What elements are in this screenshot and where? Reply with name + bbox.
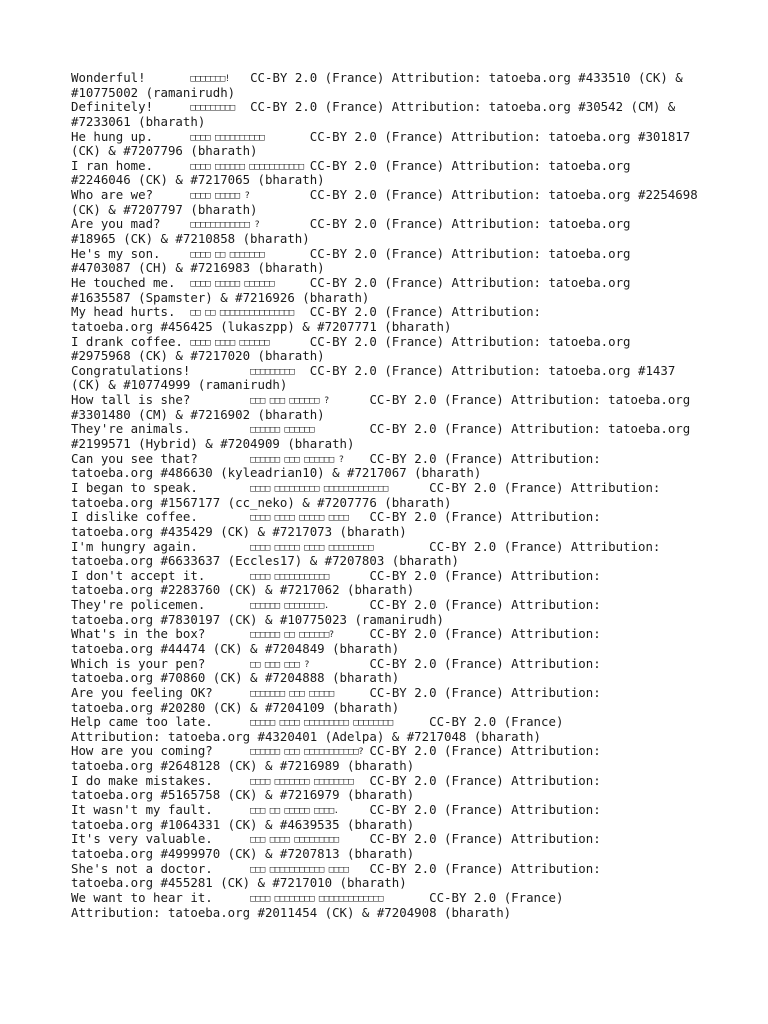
- entry-line-continuation: [71, 554, 701, 569]
- attribution-continuation: tatoeba.org #44474 (CK) & #7204849 (bharath): [71, 641, 400, 656]
- entry-line-continuation: [71, 115, 701, 130]
- english-sentence: I don't accept it.: [71, 568, 206, 583]
- entry-line-primary: [71, 422, 701, 437]
- english-sentence: It's very valuable.: [71, 832, 213, 847]
- attribution-text: CC-BY 2.0 (France) Attribution:: [369, 598, 601, 613]
- translated-sentence: □□□□ □□□□□ □□□□ □□□□□□□□□: [250, 542, 374, 553]
- entry-line-primary: [71, 891, 701, 906]
- entry-line-continuation: [71, 437, 701, 452]
- attribution-text: CC-BY 2.0 (France) Attribution:: [369, 773, 601, 788]
- attribution-text: CC-BY 2.0 (France) Attribution: tatoeba.org: [369, 393, 691, 408]
- entry-line-continuation: [71, 496, 701, 511]
- translated-sentence: □□□□□□ □□□ □□□□□□□□□□□?: [250, 747, 364, 758]
- entry-line-continuation: [71, 642, 701, 657]
- attribution-continuation: (CK) & #7207796 (bharath): [71, 144, 258, 159]
- attribution-text: CC-BY 2.0 (France) Attribution:: [369, 656, 601, 671]
- translated-sentence: □□ □□□ □□□ ?: [250, 659, 310, 670]
- entry-line-continuation: [71, 613, 701, 628]
- attribution-text: CC-BY 2.0 (France): [429, 715, 564, 730]
- entry-line-primary: [71, 510, 701, 525]
- english-sentence: Are you feeling OK?: [71, 685, 213, 700]
- english-sentence: How tall is she?: [71, 393, 191, 408]
- translated-sentence: □□□□□□□□□: [190, 103, 235, 114]
- entry-line-continuation: [71, 232, 701, 247]
- attribution-continuation: tatoeba.org #70860 (CK) & #7204888 (bharath): [71, 671, 400, 686]
- translated-sentence: □□□□ □□□□□□ □□□□□□□□□□□: [190, 161, 304, 172]
- attribution-continuation: tatoeba.org #5165758 (CK) & #7216979 (bharath): [71, 788, 415, 803]
- attribution-text: CC-BY 2.0 (France): [429, 890, 564, 905]
- translated-sentence: □□□□ □□□□□□□□□□□: [250, 571, 329, 582]
- english-sentence: They're policemen.: [71, 598, 206, 613]
- entry-line-primary: [71, 598, 701, 613]
- translated-sentence: □□□□□□ □□□ □□□□□□ ?: [250, 454, 344, 465]
- english-sentence: I began to speak.: [71, 480, 198, 495]
- entry-line-primary: [71, 276, 701, 291]
- attribution-continuation: tatoeba.org #7830197 (CK) & #10775023 (ramanirudh): [71, 612, 444, 627]
- english-sentence: She's not a doctor.: [71, 861, 213, 876]
- english-sentence: Are you mad?: [71, 217, 161, 232]
- entry-line-primary: [71, 393, 701, 408]
- english-sentence: I dislike coffee.: [71, 510, 198, 525]
- entry-line-primary: [71, 130, 701, 145]
- attribution-text: CC-BY 2.0 (France) Attribution: tatoeba.org: [369, 422, 691, 437]
- translated-sentence: □□□□ □□□□□□□ □□□□□□□□: [250, 776, 354, 787]
- attribution-text: CC-BY 2.0 (France) Attribution: tatoeba.org #2254698: [309, 188, 698, 203]
- translated-sentence: □□□□ □□□□ □□□□□ □□□□: [250, 513, 349, 524]
- attribution-continuation: #4703087 (CH) & #7216983 (bharath): [71, 261, 325, 276]
- attribution-text: CC-BY 2.0 (France) Attribution: tatoeba.org #301817: [309, 129, 691, 144]
- attribution-continuation: Attribution: tatoeba.org #4320401 (Adelpa) & #7217048 (bharath): [71, 729, 541, 744]
- entry-line-primary: [71, 657, 701, 672]
- entry-line-primary: [71, 217, 701, 232]
- english-sentence: Congratulations!: [71, 363, 191, 378]
- translated-sentence: □□□□□□ □□□□□□: [250, 425, 315, 436]
- attribution-continuation: tatoeba.org #20280 (CK) & #7204109 (bharath): [71, 700, 400, 715]
- attribution-continuation: #18965 (CK) & #7210858 (bharath): [71, 232, 310, 247]
- entry-line-primary: [71, 159, 701, 174]
- entry-line-continuation: [71, 671, 701, 686]
- english-sentence: I drank coffee.: [71, 334, 183, 349]
- attribution-continuation: (CK) & #10774999 (ramanirudh): [71, 378, 288, 393]
- english-sentence: I do make mistakes.: [71, 773, 213, 788]
- translated-sentence: □□□□ □□□□□□□□□□: [190, 132, 265, 143]
- entry-line-continuation: [71, 408, 701, 423]
- attribution-text: CC-BY 2.0 (France) Attribution:: [369, 861, 601, 876]
- attribution-continuation: (CK) & #7207797 (bharath): [71, 202, 258, 217]
- translated-sentence: □□ □□ □□□□□□□□□□□□□□□: [190, 308, 294, 319]
- entry-line-primary: [71, 305, 701, 320]
- english-sentence: I'm hungry again.: [71, 539, 198, 554]
- attribution-continuation: tatoeba.org #455281 (CK) & #7217010 (bharath): [71, 876, 407, 891]
- attribution-text: CC-BY 2.0 (France) Attribution:: [369, 832, 601, 847]
- entry-line-primary: [71, 803, 701, 818]
- attribution-text: CC-BY 2.0 (France) Attribution:: [309, 305, 542, 320]
- entry-line-continuation: [71, 349, 701, 364]
- attribution-continuation: #2199571 (Hybrid) & #7204909 (bharath): [71, 437, 355, 452]
- translated-sentence: □□□□□ □□□□ □□□□□□□□□ □□□□□□□□: [250, 718, 393, 729]
- translated-sentence: □□□□□□ □□ □□□□□□?: [250, 630, 334, 641]
- entry-line-primary: [71, 715, 701, 730]
- entry-line-primary: [71, 188, 701, 203]
- english-sentence: How are you coming?: [71, 744, 213, 759]
- text-document: [71, 71, 701, 920]
- attribution-text: CC-BY 2.0 (France) Attribution:: [369, 803, 601, 818]
- attribution-continuation: #3301480 (CM) & #7216902 (bharath): [71, 407, 325, 422]
- english-sentence: What's in the box?: [71, 627, 206, 642]
- entry-line-primary: [71, 335, 701, 350]
- entry-line-primary: [71, 452, 701, 467]
- attribution-text: CC-BY 2.0 (France) Attribution: tatoeba.org #433510 (CK) &: [250, 71, 683, 85]
- entry-line-continuation: [71, 906, 701, 921]
- entry-line-continuation: [71, 261, 701, 276]
- entry-line-continuation: [71, 144, 701, 159]
- entry-line-continuation: [71, 525, 701, 540]
- attribution-continuation: tatoeba.org #2648128 (CK) & #7216989 (bharath): [71, 759, 415, 774]
- entry-line-primary: [71, 364, 701, 379]
- english-sentence: Definitely!: [71, 100, 154, 115]
- translated-sentence: □□□□□□ □□□□□□□□.: [250, 601, 329, 612]
- translated-sentence: □□□□□□□!: [190, 74, 230, 84]
- attribution-text: CC-BY 2.0 (France) Attribution: tatoeba.org #1437: [309, 363, 676, 378]
- attribution-continuation: tatoeba.org #2283760 (CK) & #7217062 (bharath): [71, 583, 415, 598]
- english-sentence: He touched me.: [71, 275, 176, 290]
- translated-sentence: □□□□ □□□□□□□□ □□□□□□□□□□□□□: [250, 893, 383, 904]
- attribution-text: CC-BY 2.0 (France) Attribution: tatoeba.org #30542 (CM) &: [250, 100, 676, 115]
- attribution-text: CC-BY 2.0 (France) Attribution:: [369, 685, 601, 700]
- attribution-continuation: tatoeba.org #456425 (lukaszpp) & #7207771 (bharath): [71, 319, 452, 334]
- entry-line-continuation: [71, 466, 701, 481]
- entry-line-continuation: [71, 759, 701, 774]
- entry-line-primary: [71, 540, 701, 555]
- attribution-text: CC-BY 2.0 (France) Attribution: tatoeba.org: [309, 246, 631, 261]
- entry-line-continuation: [71, 320, 701, 335]
- english-sentence: Which is your pen?: [71, 656, 206, 671]
- entry-line-primary: [71, 100, 701, 115]
- attribution-continuation: tatoeba.org #1567177 (cc_neko) & #7207776 (bharath): [71, 495, 452, 510]
- entry-line-primary: [71, 862, 701, 877]
- english-sentence: He hung up.: [71, 129, 154, 144]
- entry-line-primary: [71, 832, 701, 847]
- attribution-text: CC-BY 2.0 (France) Attribution: tatoeba.org: [309, 275, 631, 290]
- entry-line-primary: [71, 744, 701, 759]
- entry-line-continuation: [71, 818, 701, 833]
- entry-line-continuation: [71, 378, 701, 393]
- attribution-continuation: tatoeba.org #4999970 (CK) & #7207813 (bharath): [71, 846, 415, 861]
- attribution-continuation: #10775002 (ramanirudh): [71, 85, 236, 100]
- translated-sentence: □□□□□□□□□□□□ ?: [190, 220, 260, 231]
- entry-line-continuation: [71, 847, 701, 862]
- english-sentence: Can you see that?: [71, 451, 198, 466]
- attribution-continuation: Attribution: tatoeba.org #2011454 (CK) & #7204908 (bharath): [71, 905, 512, 920]
- entry-line-continuation: [71, 730, 701, 745]
- attribution-continuation: #1635587 (Spamster) & #7216926 (bharath): [71, 290, 370, 305]
- attribution-text: CC-BY 2.0 (France) Attribution:: [429, 480, 661, 495]
- attribution-text: CC-BY 2.0 (France) Attribution:: [369, 451, 601, 466]
- translated-sentence: □□□ □□□ □□□□□□ ?: [250, 396, 329, 407]
- entry-line-continuation: [71, 701, 701, 716]
- translated-sentence: □□□□ □□□□ □□□□□□: [190, 337, 270, 348]
- entry-line-continuation: [71, 203, 701, 218]
- translated-sentence: □□□□ □□□□□ ?: [190, 191, 250, 202]
- entry-line-primary: [71, 686, 701, 701]
- attribution-text: CC-BY 2.0 (France) Attribution: tatoeba.org: [309, 334, 631, 349]
- entry-line-continuation: [71, 173, 701, 188]
- entry-line-continuation: [71, 291, 701, 306]
- english-sentence: My head hurts.: [71, 305, 176, 320]
- translated-sentence: □□□□ □□□□□ □□□□□□: [190, 278, 274, 289]
- english-sentence: Help came too late.: [71, 715, 213, 730]
- entry-line-continuation: [71, 86, 701, 101]
- attribution-text: CC-BY 2.0 (France) Attribution:: [369, 627, 601, 642]
- entry-line-primary: [71, 627, 701, 642]
- translated-sentence: □□□□□□□□□: [250, 366, 295, 377]
- english-sentence: It wasn't my fault.: [71, 803, 213, 818]
- attribution-continuation: #2975968 (CK) & #7217020 (bharath): [71, 349, 325, 364]
- entry-line-continuation: [71, 876, 701, 891]
- attribution-text: CC-BY 2.0 (France) Attribution:: [369, 568, 601, 583]
- english-sentence: They're animals.: [71, 422, 191, 437]
- entry-line-primary: [71, 774, 701, 789]
- attribution-text: CC-BY 2.0 (France) Attribution:: [369, 744, 601, 759]
- attribution-continuation: tatoeba.org #6633637 (Eccles17) & #7207803 (bharath): [71, 554, 459, 569]
- english-sentence: He's my son.: [71, 246, 161, 261]
- attribution-text: CC-BY 2.0 (France) Attribution: tatoeba.org: [309, 217, 631, 232]
- english-sentence: Who are we?: [71, 188, 154, 203]
- entry-line-primary: [71, 247, 701, 262]
- entry-line-primary: [71, 481, 701, 496]
- translated-sentence: □□□□ □□ □□□□□□□: [190, 249, 265, 260]
- attribution-continuation: tatoeba.org #486630 (kyleadrian10) & #7217067 (bharath): [71, 466, 482, 481]
- english-sentence: We want to hear it.: [71, 890, 213, 905]
- attribution-continuation: #2246046 (CK) & #7217065 (bharath): [71, 173, 325, 188]
- entry-line-continuation: [71, 583, 701, 598]
- translated-sentence: □□□ □□□□ □□□□□□□□□: [250, 835, 339, 846]
- attribution-text: CC-BY 2.0 (France) Attribution:: [369, 510, 601, 525]
- translated-sentence: □□□ □□□□□□□□□□□ □□□□: [250, 864, 349, 875]
- attribution-text: CC-BY 2.0 (France) Attribution:: [429, 539, 661, 554]
- entry-line-primary: [71, 71, 701, 86]
- entry-line-primary: [71, 569, 701, 584]
- attribution-continuation: tatoeba.org #435429 (CK) & #7217073 (bharath): [71, 524, 407, 539]
- attribution-continuation: #7233061 (bharath): [71, 114, 206, 129]
- translated-sentence: □□□□ □□□□□□□□□ □□□□□□□□□□□□□: [250, 483, 388, 494]
- english-sentence: Wonderful!: [71, 71, 146, 85]
- english-sentence: I ran home.: [71, 158, 154, 173]
- attribution-continuation: tatoeba.org #1064331 (CK) & #4639535 (bharath): [71, 817, 415, 832]
- attribution-text: CC-BY 2.0 (France) Attribution: tatoeba.org: [309, 158, 631, 173]
- translated-sentence: □□□□□□□ □□□ □□□□□: [250, 688, 334, 699]
- translated-sentence: □□□ □□ □□□□□ □□□□.: [250, 806, 339, 817]
- entry-line-continuation: [71, 788, 701, 803]
